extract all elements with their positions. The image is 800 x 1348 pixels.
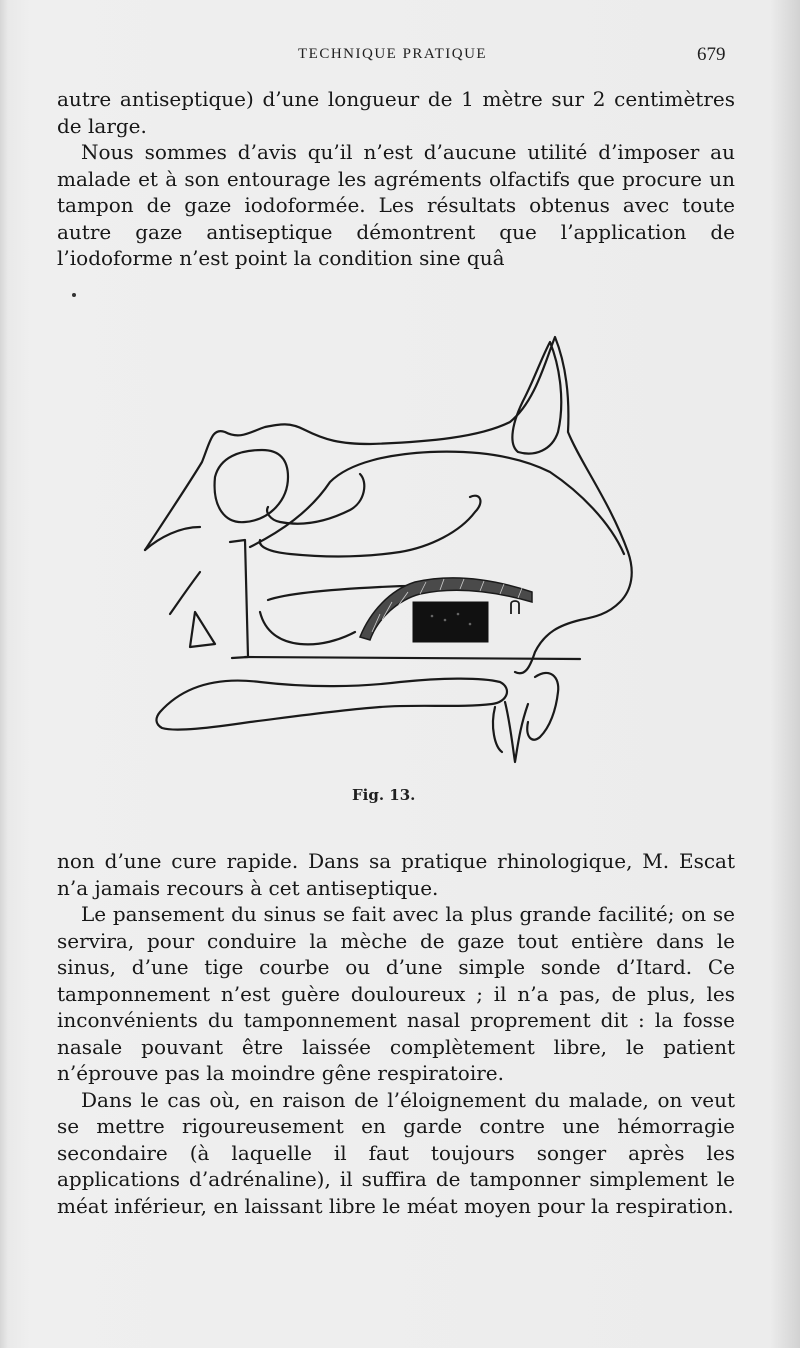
nasal-cavity-drawing	[140, 332, 660, 772]
hard-palate	[156, 679, 507, 730]
tampon-block	[413, 602, 488, 642]
nasal-bone-sinus	[512, 342, 561, 454]
paragraph: autre antiseptique) d’une longueur de 1 mètre sur 2 centimètres de large.	[57, 87, 735, 138]
figure-caption: Fig. 13.	[352, 786, 416, 804]
print-speck	[72, 293, 76, 297]
paragraph: non d’une cure rapide. Dans sa pratique rhinologique, M. Escat n’a jamais recours à cet antiseptique.	[57, 849, 735, 900]
incisor-teeth	[505, 702, 528, 762]
paragraph: Dans le cas où, en raison de l’éloignement du malade, on veut se mettre rigoureusement en garde contre une hémorragie secondaire (à laquelle il faut toujours songer après les applications d’adrénaline), il suffira de tamponner simplement le méat inférieur, en laissant libre le méat moyen pour la respiration.	[57, 1087, 735, 1218]
cavity-roof	[250, 452, 624, 554]
frontal-sinus	[215, 450, 288, 522]
lower-front	[493, 707, 502, 752]
page-number: 679	[697, 44, 726, 65]
anatomical-figure	[140, 332, 660, 772]
posterior-line	[170, 572, 200, 614]
nasal-floor	[245, 657, 580, 659]
lip-lower	[527, 673, 558, 740]
paragraph: Nous sommes d’avis qu’il n’est d’aucune utilité d’imposer au malade et à son entourage les agréments olfactifs que procure un tampon de gaze iodoformée. Les résultats obtenus avec toute autre gaze antiseptique démontrent que l’application de l’iodoforme n’est point la condition sine quâ	[57, 140, 735, 270]
posterior-wall	[230, 540, 248, 658]
nostril-marker	[511, 601, 519, 614]
bottom-text-block	[57, 848, 735, 1219]
eustachian-opening	[190, 612, 215, 647]
paragraph: Le pansement du sinus se fait avec la plus grande facilité; on se servira, pour conduire la mèche de gaze tout entière dans le sinus, d’une tige courbe ou d’une simple sonde d’Itard. Ce tamponnement n’est guère douloureux ; il n’a pas, de plus, les inconvénients du tamponnement nasal proprement dit : la fosse nasale pouvant être laissée complètement libre, le patient n’éprouve pas la moindre gêne respiratoire.	[57, 902, 735, 1085]
top-text-block	[57, 86, 735, 272]
page-header	[0, 44, 800, 68]
turbinate-lower	[260, 612, 355, 644]
superior-turbinate	[260, 496, 481, 557]
running-title: TECHNIQUE PRATIQUE	[298, 46, 488, 62]
